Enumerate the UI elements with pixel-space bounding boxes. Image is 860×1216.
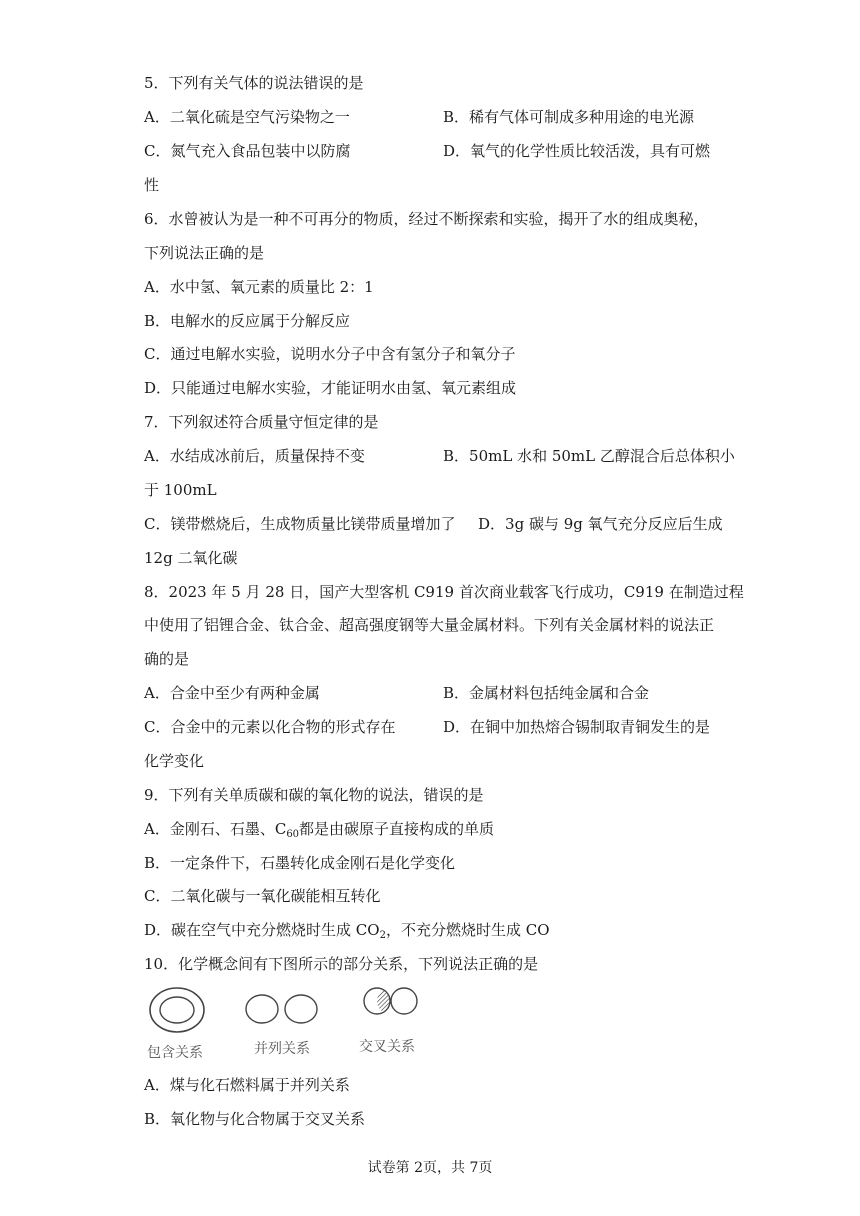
- q5-option-c: C．氮气充入食品包装中以防腐: [144, 142, 351, 160]
- page-footer: 试卷第 2页，共 7页: [367, 1160, 493, 1176]
- q5-option-d-continued: 性: [144, 176, 160, 194]
- parallel-relationship-figure: [246, 995, 317, 1023]
- q6-stem-line2: 下列说法正确的是: [144, 244, 265, 262]
- q6-option-b: B．电解水的反应属于分解反应: [144, 312, 351, 330]
- q7-option-d-continued: 12g 二氧化碳: [144, 549, 238, 567]
- q8-stem-line1: 8．2023 年 5 月 28 日，国产大型客机 C919 首次商业载客飞行成功，C919 在制造过程: [144, 583, 744, 601]
- q6-option-c: C．通过电解水实验，说明水分子中含有氢分子和氧分子: [144, 345, 516, 363]
- q8-option-c: C．合金中的元素以化合物的形式存在: [144, 718, 396, 736]
- q10-stem: 10．化学概念间有下图所示的部分关系，下列说法正确的是: [144, 955, 539, 973]
- q5-option-a: A．二氧化硫是空气污染物之一: [144, 108, 350, 126]
- q8-option-d: D．在铜中加热熔合锡制取青铜发生的是: [443, 718, 711, 736]
- q6-stem-line1: 6．水曾被认为是一种不可再分的物质，经过不断探索和实验，揭开了水的组成奥秘，: [144, 210, 709, 228]
- intersection-relationship-figure: [364, 988, 417, 1014]
- q7-option-a: A．水结成冰前后，质量保持不变: [144, 447, 365, 465]
- q5-stem: 5．下列有关气体的说法错误的是: [144, 74, 364, 92]
- q9-option-d: D．碳在空气中充分燃烧时生成 $CO_2$，不充分燃烧时生成 CO: [144, 921, 550, 941]
- q9-stem: 9．下列有关单质碳和碳的氧化物的说法，错误的是: [144, 786, 484, 804]
- inclusion-label: 包含关系: [147, 1045, 203, 1061]
- q7-option-c: C．镁带燃烧后，生成物质量比镁带质量增加了: [144, 515, 456, 533]
- q9-option-a: A．金刚石、石墨、$C_{60}$都是由碳原子直接构成的单质: [144, 820, 495, 840]
- q9-option-b: B．一定条件下，石墨转化成金刚石是化学变化: [144, 854, 456, 872]
- q7-option-b: B．50mL 水和 50mL 乙醇混合后总体积小: [443, 447, 735, 465]
- q5-option-d: D．氧气的化学性质比较活泼，具有可燃: [443, 142, 711, 160]
- q8-stem-line3: 确的是: [144, 650, 190, 668]
- q8-option-d-continued: 化学变化: [144, 752, 205, 770]
- q10-option-b: B．氧化物与化合物属于交叉关系: [144, 1110, 366, 1128]
- relationship-diagram: [140, 980, 440, 1064]
- parallel-label: 并列关系: [254, 1041, 310, 1057]
- q6-option-d: D．只能通过电解水实验，才能证明水由氢、氧元素组成: [144, 379, 517, 397]
- q5-option-b: B．稀有气体可制成多种用途的电光源: [443, 108, 695, 126]
- q7-option-b-continued: 于 100mL: [144, 481, 217, 499]
- q9-option-c: C．二氧化碳与一氧化碳能相互转化: [144, 887, 381, 905]
- q10-option-a: A．煤与化石燃料属于并列关系: [144, 1076, 350, 1094]
- q8-option-b: B．金属材料包括纯金属和合金: [443, 684, 650, 702]
- inclusion-relationship-figure: [150, 988, 204, 1032]
- q7-option-d: D．3g 碳与 9g 氧气充分反应后生成: [478, 515, 723, 533]
- q8-stem-line2: 中使用了铝锂合金、钛合金、超高强度钢等大量金属材料。下列有关金属材料的说法正: [144, 616, 715, 634]
- q8-option-a: A．合金中至少有两种金属: [144, 684, 320, 702]
- q6-option-a: A．水中氢、氧元素的质量比 2：1: [144, 278, 374, 296]
- intersection-label: 交叉关系: [359, 1039, 415, 1055]
- q7-stem: 7．下列叙述符合质量守恒定律的是: [144, 413, 379, 431]
